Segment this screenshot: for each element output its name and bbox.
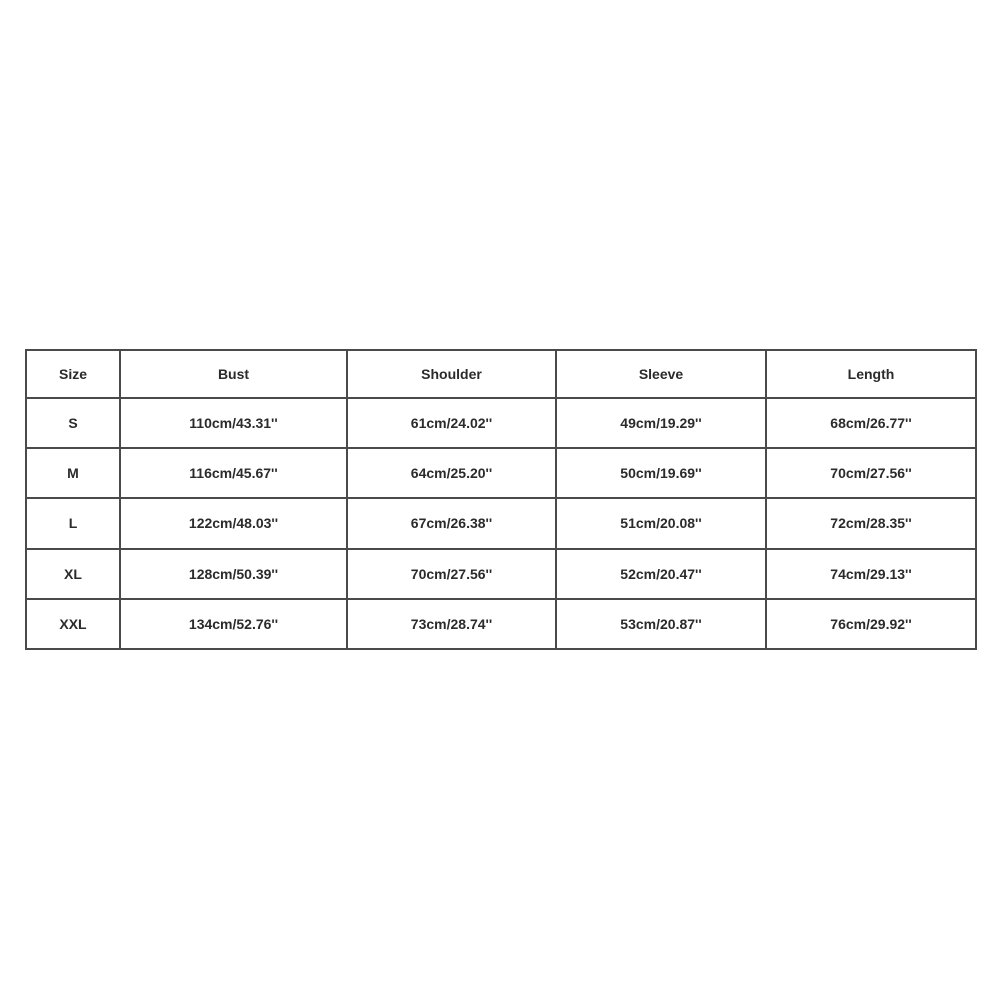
cell-length: 72cm/28.35'' — [766, 498, 976, 548]
table-row — [26, 549, 976, 599]
cell-size: L — [26, 498, 120, 548]
cell-shoulder: 64cm/25.20'' — [347, 448, 556, 498]
cell-bust: 134cm/52.76'' — [120, 599, 347, 649]
cell-shoulder: 70cm/27.56'' — [347, 549, 556, 599]
cell-size: XL — [26, 549, 120, 599]
header-shoulder: Shoulder — [347, 350, 556, 398]
cell-shoulder: 61cm/24.02'' — [347, 398, 556, 448]
cell-length: 68cm/26.77'' — [766, 398, 976, 448]
cell-sleeve: 51cm/20.08'' — [556, 498, 766, 548]
table-row — [26, 498, 976, 548]
cell-size: M — [26, 448, 120, 498]
cell-size: S — [26, 398, 120, 448]
cell-length: 74cm/29.13'' — [766, 549, 976, 599]
header-bust: Bust — [120, 350, 347, 398]
cell-shoulder: 67cm/26.38'' — [347, 498, 556, 548]
header-size: Size — [26, 350, 120, 398]
header-sleeve: Sleeve — [556, 350, 766, 398]
cell-bust: 116cm/45.67'' — [120, 448, 347, 498]
header-length: Length — [766, 350, 976, 398]
cell-sleeve: 52cm/20.47'' — [556, 549, 766, 599]
table-header-row — [26, 350, 976, 398]
cell-sleeve: 49cm/19.29'' — [556, 398, 766, 448]
cell-size: XXL — [26, 599, 120, 649]
cell-bust: 110cm/43.31'' — [120, 398, 347, 448]
size-chart-table — [25, 349, 977, 650]
cell-sleeve: 50cm/19.69'' — [556, 448, 766, 498]
cell-bust: 128cm/50.39'' — [120, 549, 347, 599]
table-row — [26, 599, 976, 649]
cell-sleeve: 53cm/20.87'' — [556, 599, 766, 649]
cell-shoulder: 73cm/28.74'' — [347, 599, 556, 649]
table-row — [26, 398, 976, 448]
cell-length: 76cm/29.92'' — [766, 599, 976, 649]
table-row — [26, 448, 976, 498]
cell-bust: 122cm/48.03'' — [120, 498, 347, 548]
cell-length: 70cm/27.56'' — [766, 448, 976, 498]
